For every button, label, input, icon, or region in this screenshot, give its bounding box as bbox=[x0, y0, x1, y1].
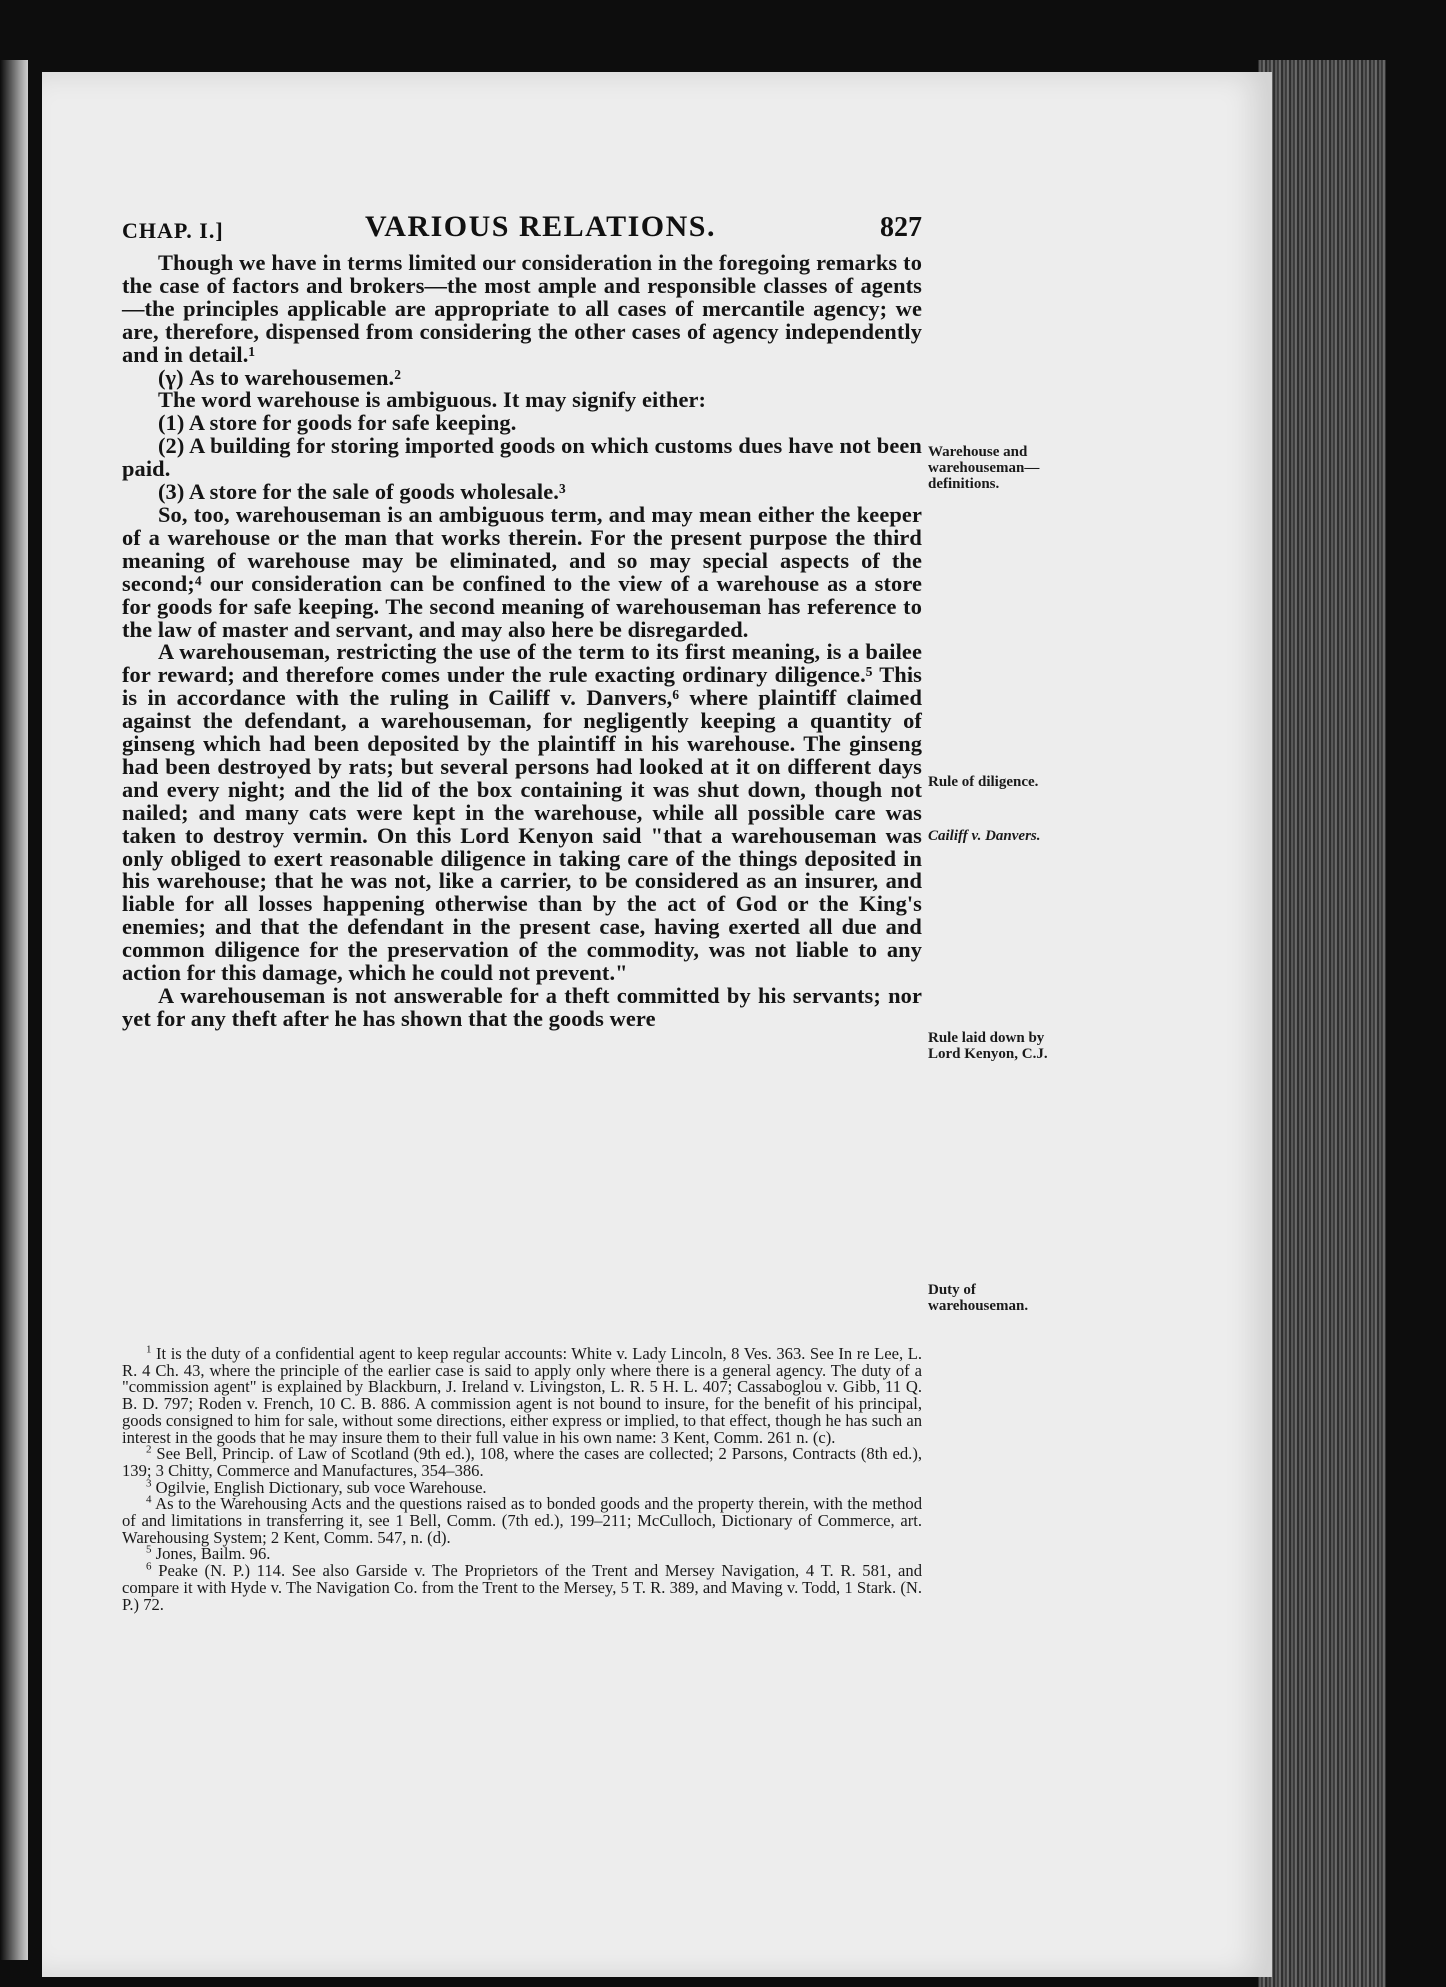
footnote bbox=[122, 1493, 923, 1547]
footnote-text: It is the duty of a confidential agent to keep regular accounts: White v. Lady Lincoln, 8 Ves. 363. See In re Lee, L. R. 4 Ch. 43, where the principle of the earlier case is said to apply only where there is a general agency. The duty of a "commission agent" is explained by Blackburn, J. Ireland v. Livingston, L. R. 5 H. L. 407; Cassaboglou v. Gibb, 11 Q. B. D. 797; Roden v. French, 10 C. B. 886. A commission agent is not bound to insure, for the benefit of his principal, goods consigned to him for sale, without some directions, either express or implied, to that effect, though he has such an interest in the goods that he may insure them to their full value in his own name: 3 Kent, Comm. 261 n. (c). bbox=[122, 1344, 922, 1447]
page-title: VARIOUS RELATIONS. bbox=[365, 210, 716, 243]
margin-note: Rule of diligence. bbox=[928, 774, 1039, 790]
footnote-mark: 2 bbox=[146, 1443, 152, 1456]
footnote bbox=[122, 1443, 922, 1480]
paragraph: A warehouseman is not answerable for a theft committed by his servants; nor yet for any theft after he has shown that the goods were bbox=[122, 983, 922, 1031]
list-item: (3) A store for the sale of goods wholesale.³ bbox=[158, 479, 566, 505]
footnote-mark: 6 bbox=[146, 1560, 152, 1573]
page-number: 827 bbox=[880, 212, 922, 243]
adjacent-page-edge bbox=[0, 60, 28, 1960]
running-header bbox=[122, 210, 922, 250]
paragraph: Though we have in terms limited our consideration in the foregoing remarks to the case of factors and brokers—the most ample and responsible classes of agents—the principles applicable are appropriate to all cases of mercantile agency; we are, therefore, dispensed from considering the other cases of agency independently and in detail.¹ bbox=[122, 250, 922, 367]
paragraph: The word warehouse is ambiguous. It may signify either: bbox=[158, 387, 707, 413]
footnote-text: Peake (N. P.) 114. See also Garside v. The Proprietors of the Trent and Mersey Navigation, 4 T. R. 581, and compare it with Hyde v. The Navigation Co. from the Trent to the Mersey, 5 T. R. 389, and Maving v. Todd, 1 Stark. (N. P.) 72. bbox=[122, 1561, 922, 1614]
footnote-mark: 5 bbox=[146, 1543, 152, 1556]
chapter-label: CHAP. I.] bbox=[122, 218, 224, 243]
margin-note: Warehouse and warehouseman—definitions. bbox=[928, 444, 1040, 492]
margin-note: Cailiff v. Danvers. bbox=[928, 828, 1041, 844]
book-page-edges bbox=[1258, 60, 1446, 1987]
footnote-text: Jones, Bailm. 96. bbox=[155, 1544, 271, 1564]
footnote-text: See Bell, Princip. of Law of Scotland (9th ed.), 108, where the cases are collected; 2 Parsons, Contracts (8th ed.), 139; 3 Chitty, Commerce and Manufactures, 354–386. bbox=[122, 1444, 922, 1480]
margin-note: Rule laid down by Lord Kenyon, C.J. bbox=[928, 1030, 1048, 1062]
footnote-mark: 1 bbox=[146, 1343, 152, 1356]
footnote-text: As to the Warehousing Acts and the questions raised as to bonded goods and the property therein, with the method of and limitations in transferring it, see 1 Bell, Comm. (7th ed.), 199–211; McCulloch, Dictionary of Commerce, art. Warehousing System; 2 Kent, Comm. 547, n. (d). bbox=[122, 1494, 923, 1547]
paragraph: A warehouseman, restricting the use of the term to its first meaning, is a bailee for reward; and therefore comes under the rule exacting ordinary diligence.⁵ This is in accordance with the ruling in Cailiff v. Danvers,⁶ where plaintiff claimed against the defendant, a warehouseman, for negligently keeping a quantity of ginseng which had been deposited by the plaintiff in his warehouse. The ginseng had been destroyed by rats; but several persons had looked at it on different days and every night; and the lid of the box containing it was shut down, though not nailed; and many cats were kept in the warehouse, while all possible care was taken to destroy vermin. On this Lord Kenyon said "that a warehouseman was only obliged to exert reasonable diligence in taking care of the things deposited in his warehouse; that he was not, like a carrier, to be considered as an insurer, and liable for all losses happening otherwise than by the act of God or the King's enemies; and that the defendant in the present case, having exerted all due and common diligence for the preservation of the commodity, was not liable to any action for this damage, which he could not prevent." bbox=[122, 639, 922, 986]
list-item: (1) A store for goods for safe keeping. bbox=[158, 410, 517, 436]
footnote-mark: 4 bbox=[146, 1493, 152, 1506]
margin-note: Duty of warehouseman. bbox=[928, 1282, 1029, 1314]
footnotes bbox=[122, 1343, 923, 1614]
footnote-mark: 3 bbox=[146, 1477, 152, 1490]
paragraph: So, too, warehouseman is an ambiguous term, and may mean either the keeper of a warehouse or the man that works therein. For the present purpose the third meaning of warehouse may be eliminated, and so may special aspects of the second;⁴ our consideration can be confined to the view of a warehouse as a store for goods for safe keeping. The second meaning of warehouseman has reference to the law of master and servant, and may also here be disregarded. bbox=[122, 501, 922, 642]
section-heading: (γ) As to warehousemen.² bbox=[158, 364, 402, 390]
main-text bbox=[122, 252, 922, 1031]
footnote bbox=[122, 1343, 922, 1447]
footnote-text: Ogilvie, English Dictionary, sub voce Warehouse. bbox=[155, 1477, 487, 1497]
footnote bbox=[122, 1560, 922, 1614]
list-item: (2) A building for storing imported goods on which customs dues have not been paid. bbox=[122, 433, 922, 482]
